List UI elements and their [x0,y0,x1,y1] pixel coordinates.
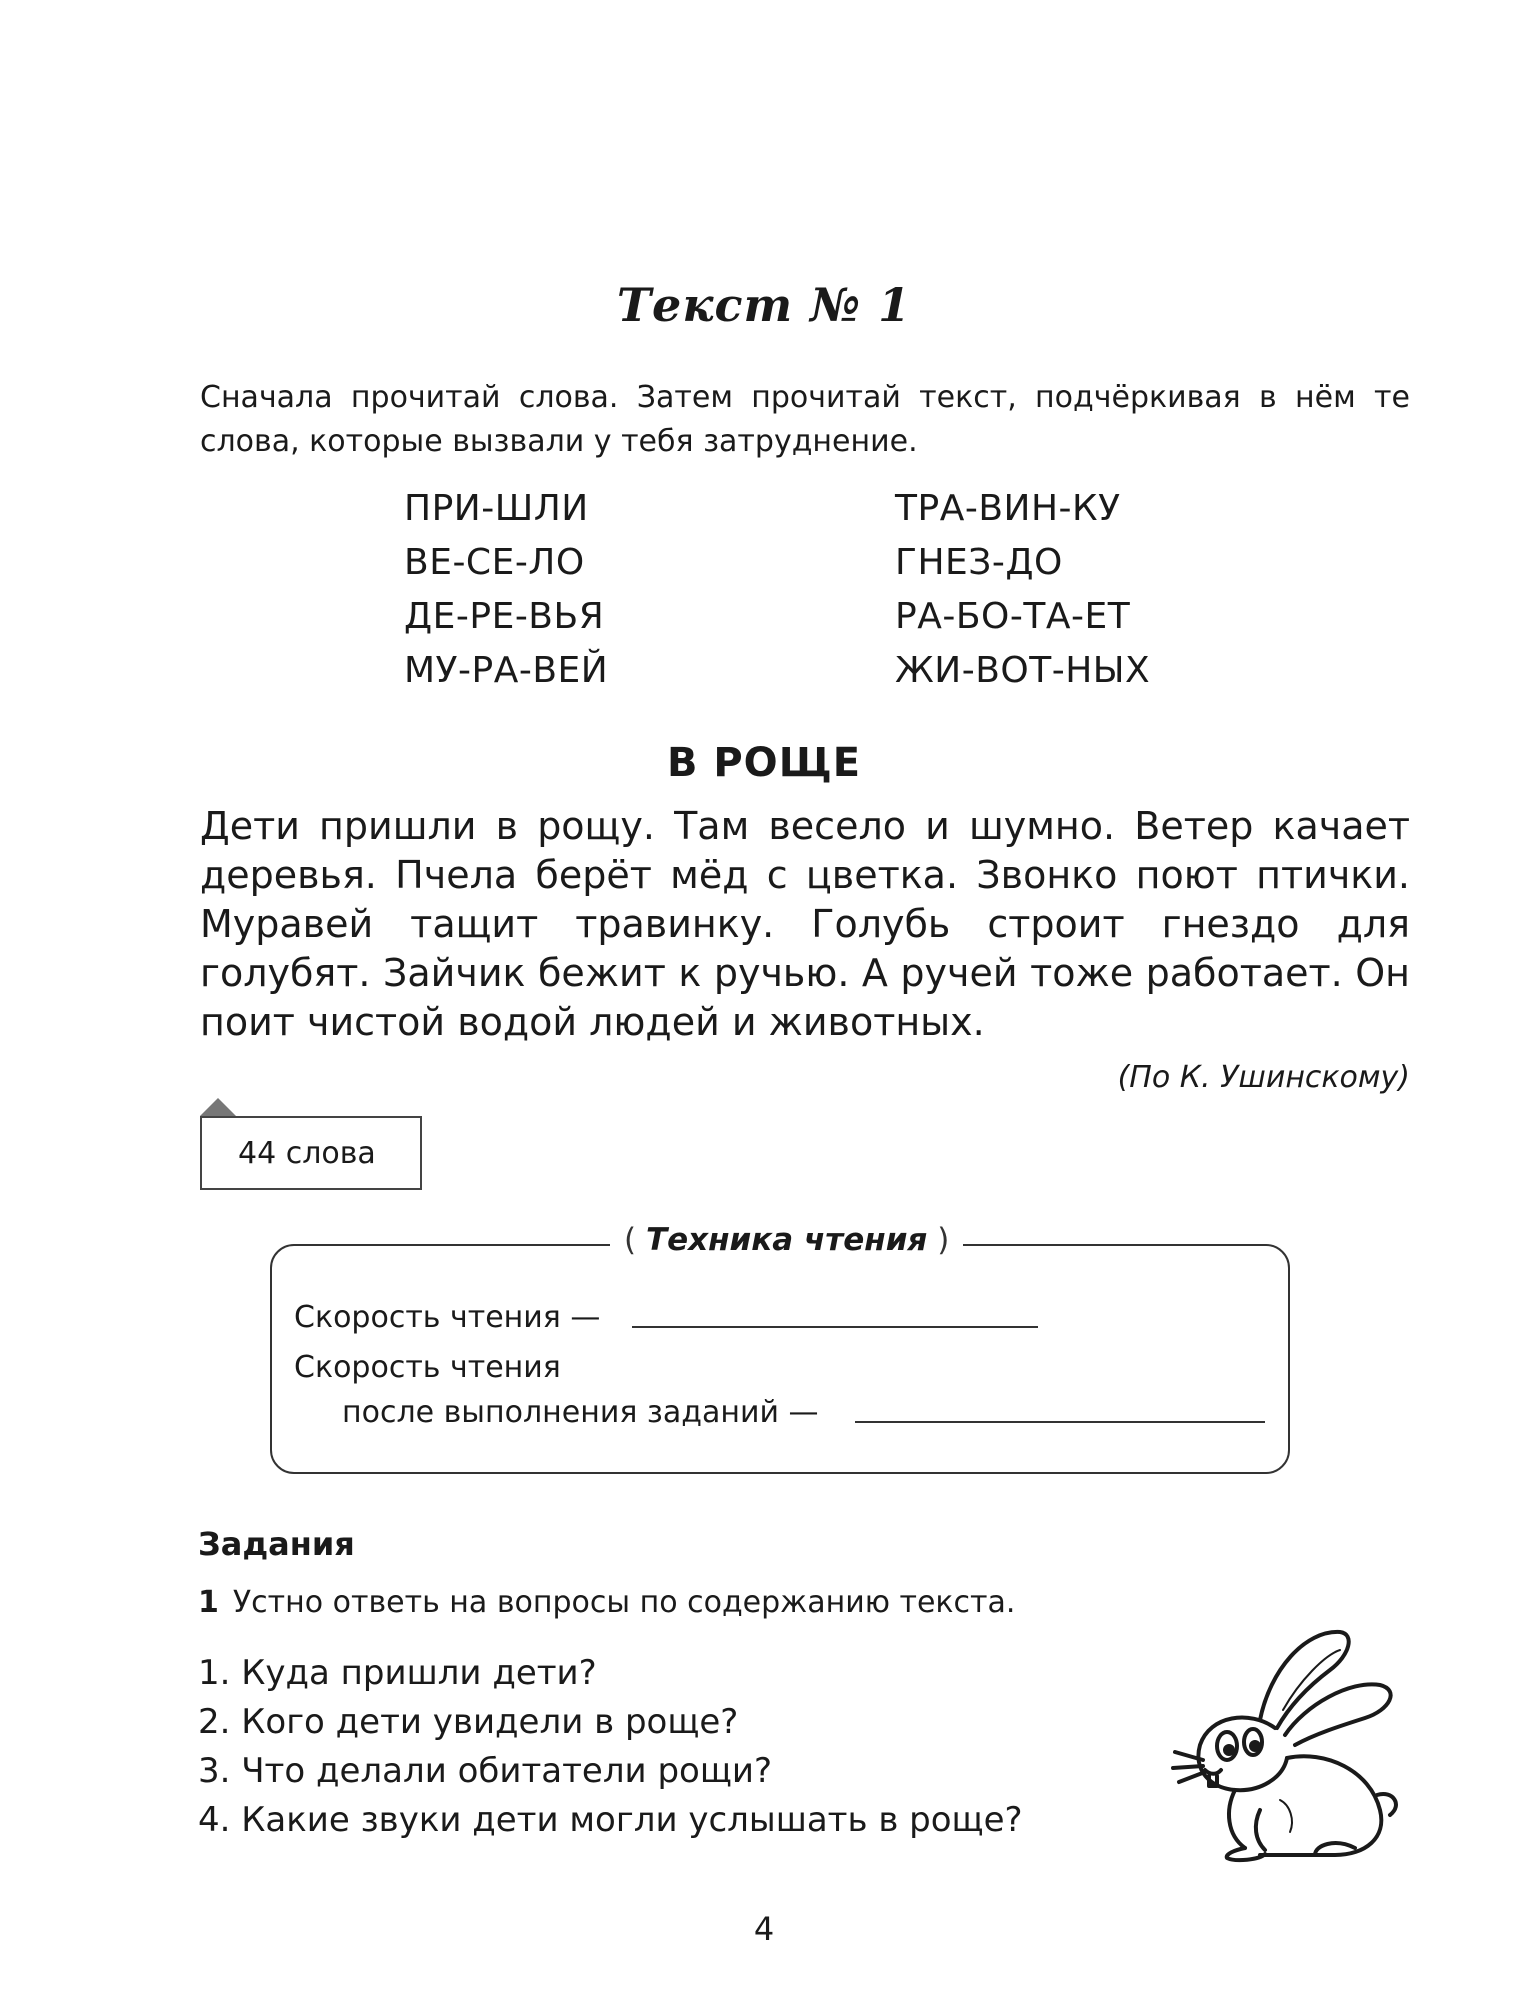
syllable-word: РА-БО-ТА-ЕТ [895,596,1131,637]
task-text: Устно ответь на вопросы по содержанию текста. [232,1585,1016,1620]
rabbit-illustration-icon [1165,1610,1410,1869]
reading-technique-title-text: Техника чтения [645,1222,928,1258]
speed-after-label-1: Скорость чтения [294,1350,561,1385]
syllable-word: ВЕ-СЕ-ЛО [404,542,585,583]
syllable-list-right [895,482,1150,698]
syllable-list-left [404,482,608,698]
task-1 [198,1585,1015,1620]
speed-after-answer-line[interactable] [855,1421,1265,1423]
page-title: Текст № 1 [616,278,912,332]
word-count-box [200,1116,422,1190]
question-item: 4. Какие звуки дети могли услышать в роще? [198,1800,1023,1840]
task-number: 1 [198,1585,219,1620]
syllable-word: ГНЕЗ-ДО [895,542,1063,583]
tab-marker-icon [200,1098,236,1116]
tasks-heading: Задания [198,1525,355,1563]
speed-after-label-2: после выполнения заданий — [342,1395,819,1430]
story-text: Дети пришли в рощу. Там весело и шумно. Ветер качает деревья. Пчела берёт мёд с цветка. Звонко поют птички. Муравей тащит травинку. Голубь строит гнездо для голубят. Зайчик бежит к ручью. А ручей тоже работает. Он поит чистой водой людей и животных. [200,804,1410,1044]
story-author: (По К. Ушинскому) [1117,1060,1410,1095]
page-number: 4 [753,1910,775,1948]
reading-technique-title: ( Техника чтения ) [610,1222,963,1258]
speed-answer-line[interactable] [632,1326,1038,1328]
syllable-word: ДЕ-РЕ-ВЬЯ [404,596,605,637]
speed-label: Скорость чтения — [294,1300,601,1335]
story-title: В РОЩЕ [666,740,862,786]
instructions: Сначала прочитай слова. Затем прочитай текст, подчёркивая в нём те слова, которые вызвали у тебя затруднение. [200,380,1410,459]
word-count: 44 слова [238,1135,376,1171]
syllable-word: ТРА-ВИН-КУ [895,488,1121,529]
question-item: 3. Что делали обитатели рощи? [198,1751,773,1791]
syllable-word: МУ-РА-ВЕЙ [404,650,609,691]
question-item: 2. Кого дети увидели в роще? [198,1702,739,1742]
syllable-word: ЖИ-ВОТ-НЫХ [895,650,1151,691]
syllable-word: ПРИ-ШЛИ [404,488,589,529]
question-item: 1. Куда пришли дети? [198,1653,597,1693]
